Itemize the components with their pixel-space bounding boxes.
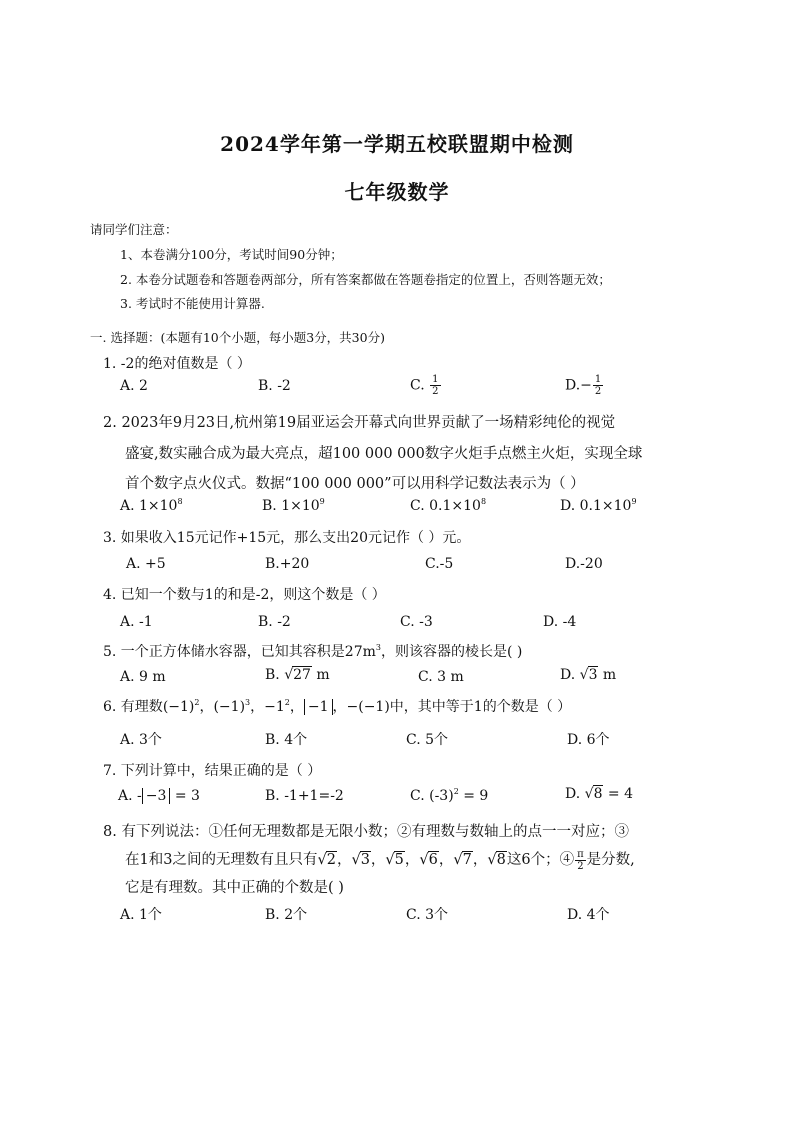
sqrt-symbol: √3 bbox=[579, 667, 598, 683]
question-2-line-2: 盛宴,数实融合成为最大亮点，超100 000 000数字火炬手点燃主火炬，实现全球 bbox=[125, 446, 643, 462]
question-2-option-c: C. $0.1\times 10^8$ bbox=[410, 497, 487, 514]
sqrt-symbol: √3 bbox=[351, 852, 370, 868]
question-4-option-d: D. -4 bbox=[543, 614, 577, 630]
question-8-option-b: B. 2个 bbox=[265, 907, 308, 923]
question-2-option-a: A. $1\times 10^8$ bbox=[120, 497, 183, 514]
question-6-stem: 6. 有理数$(-1)^2$，$(-1)^3$，$-1^2$， −1 ，−(−1)中，其中等于1的个数是（ ） bbox=[103, 698, 572, 715]
question-5-option-a: A. 9 m bbox=[120, 669, 166, 685]
absolute-value: −3 bbox=[142, 788, 171, 804]
question-5-option-c: C. 3 m bbox=[418, 669, 464, 685]
fraction: $\frac{\pi}{2}$ bbox=[577, 848, 584, 872]
question-2-option-b: B. $1\times 10^9$ bbox=[262, 497, 325, 514]
sqrt-symbol: √8 bbox=[487, 852, 506, 868]
question-7-stem: 7. 下列计算中，结果正确的是（ ） bbox=[103, 763, 322, 779]
fraction: $\frac{1}{2}$ bbox=[432, 374, 439, 397]
question-3-option-a: A. +5 bbox=[126, 556, 166, 572]
absolute-value: −1 bbox=[304, 699, 333, 715]
question-7-option-b: B. -1+1=-2 bbox=[265, 788, 344, 804]
notice-item-3: 3. 考试时不能使用计算器. bbox=[120, 296, 265, 311]
fraction: $\frac{1}{2}$ bbox=[594, 374, 602, 397]
question-8-option-a: A. 1个 bbox=[120, 907, 162, 923]
question-1-stem: 1. -2的绝对值数是（ ） bbox=[103, 356, 251, 372]
question-6-option-a: A. 3个 bbox=[120, 732, 162, 748]
question-8-option-c: C. 3个 bbox=[406, 907, 449, 923]
sqrt-symbol: √27 bbox=[284, 667, 311, 683]
notice-item-1: 1、本卷满分100分，考试时间90分钟； bbox=[120, 247, 343, 262]
sqrt-symbol: √7 bbox=[453, 852, 472, 868]
sqrt-symbol: √2 bbox=[317, 852, 336, 868]
question-7-option-a: A. - −3 = 3 bbox=[118, 788, 200, 804]
sqrt-symbol: √6 bbox=[419, 852, 438, 868]
question-1-option-c: C. $\frac{1}{2}$ bbox=[410, 374, 439, 397]
exam-subtitle: 七年级数学 bbox=[344, 180, 450, 204]
question-4-option-b: B. -2 bbox=[258, 614, 291, 630]
question-7-option-d: D. √8 = 4 bbox=[565, 786, 634, 802]
question-3-stem: 3. 如果收入15元记作+15元，那么支出20元记作（ ）元。 bbox=[103, 530, 471, 546]
question-3-option-c: C.-5 bbox=[425, 556, 454, 572]
notice-item-2: 2. 本卷分试题卷和答题卷两部分，所有答案都做在答题卷指定的位置上，否则答题无效； bbox=[120, 272, 611, 287]
question-2-line-3: 首个数字点火仪式。数据“100 000 000”可以用科学记数法表示为（ ） bbox=[125, 476, 585, 492]
question-5-option-d: D. √3 m bbox=[560, 667, 617, 683]
question-4-option-a: A. -1 bbox=[120, 614, 153, 630]
question-2-option-d: D. $0.1\times 10^9$ bbox=[560, 497, 637, 514]
question-1-option-d: D.− $\frac{1}{2}$ bbox=[565, 374, 602, 397]
question-8-line-1: 8. 有下列说法：①任何无理数都是无限小数；②有理数与数轴上的点一一对应；③ bbox=[103, 824, 629, 840]
question-8-line-3: 它是有理数。其中正确的个数是( ) bbox=[125, 880, 344, 896]
question-1-option-a: A. 2 bbox=[120, 378, 148, 394]
question-3-option-d: D.-20 bbox=[565, 556, 603, 572]
question-4-option-c: C. -3 bbox=[400, 614, 433, 630]
question-5-option-b: B. √27 m bbox=[265, 667, 330, 683]
question-6-option-b: B. 4个 bbox=[265, 732, 308, 748]
question-2-line-1: 2. 2023年9月23日,杭州第19届亚运会开幕式向世界贡献了一场精彩纯伦的视觉 bbox=[103, 415, 616, 431]
sqrt-symbol: √5 bbox=[385, 852, 404, 868]
question-8-line-2: 在1和3之间的无理数有且只有√2，√3，√5，√6，√7，√8这6个；④ $\frac{\pi}{2}$ 是分数, bbox=[125, 848, 635, 872]
question-1-option-b: B. -2 bbox=[258, 378, 291, 394]
question-6-option-c: C. 5个 bbox=[406, 732, 449, 748]
section-heading: 一. 选择题：(本题有10个小题，每小题3分，共30分) bbox=[90, 330, 385, 345]
question-6-option-d: D. 6个 bbox=[567, 732, 610, 748]
question-4-stem: 4. 已知一个数与1的和是-2，则这个数是（ ） bbox=[103, 587, 386, 603]
question-7-option-c: C. $(-3)^2 = 9$ bbox=[410, 787, 489, 804]
sqrt-symbol: √8 bbox=[584, 786, 603, 802]
notice-heading: 请同学们注意： bbox=[90, 222, 178, 237]
exam-title: 2024学年第一学期五校联盟期中检测 bbox=[220, 132, 574, 156]
question-5-stem: 5. 一个正方体储水容器，已知其容积是$27m^3$，则该容器的棱长是( ) bbox=[103, 643, 523, 660]
question-3-option-b: B.+20 bbox=[265, 556, 310, 572]
question-8-option-d: D. 4个 bbox=[567, 907, 610, 923]
